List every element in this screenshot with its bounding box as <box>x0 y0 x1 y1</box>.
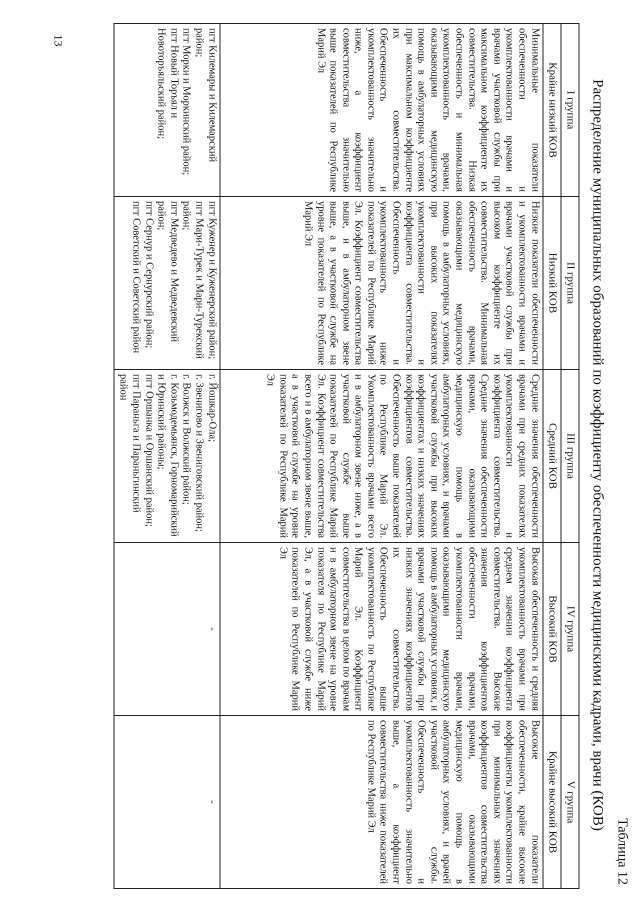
municipality-item: г. Волжск и Волжский район; <box>180 374 192 505</box>
municipality-item: пгт Новый Торъял и Новоторъяльский район; <box>155 28 180 140</box>
municipality-item: г. Козьмодемьянск, Горномарийский и Юринский районы; <box>155 374 180 537</box>
municipality-item: пгт Медведево и Медведевский район; <box>155 201 180 343</box>
col-header-group-5: V группа <box>561 716 579 889</box>
municipality-item: пгт Параньга и Параньгинский район <box>117 374 142 513</box>
col-header-group-4: IV группа <box>561 543 579 716</box>
municipalities-cell-5 <box>114 716 220 889</box>
col-header-level-3: Средний КОВ <box>543 370 561 543</box>
col-header-level-1: Крайне низкий КОВ <box>543 24 561 197</box>
kov-distribution-table <box>113 23 579 889</box>
col-header-group-1: I группа <box>561 24 579 197</box>
description-row <box>220 24 543 889</box>
municipalities-row <box>114 24 220 889</box>
header-row-levels <box>543 24 561 889</box>
description-cell: Средние значения обеспеченности врачами при средних показателях укомплектованности и коэффициента совместительства. Средние значения обеспеченности врачами, оказывающими медицинскую помощь в амбулаторных условиях, и врачами участковой службы при высоких коэффициентах и низких значениях коэффициентов совместительства. Обеспеченность выше показателей по Республике Марий Эл. Укомплектованность врачами всего и в амбулаторном звене ниже, а в участковой службе выше показателей по Республике Марий Эл. Коэффициент совместительства всего и в амбулаторном звене выше, а в участковой службе на уровне показателей по Республике Марий Эл <box>220 370 543 543</box>
description-cell: Минимальные показатели обеспеченности и укомплектованности врачами и врачами участковой службы при максимальном коэффициенте их совместительства. Низкая обеспеченность и минимальная укомплектованность врачами, оказывающими медицинскую помощь в амбулаторных условиях при максимальном коэффициенте их совместительства. Обеспеченность и укомплектованность значительно ниже, а коэффициент совместительства значительно выше показателей по Республике Марий Эл <box>220 24 543 197</box>
page-number: 13 <box>51 34 66 47</box>
table-title: Распределение муниципальных образований по коэффициенту обеспеченности медицинскими кадрами, врачи (КОВ) <box>589 79 606 831</box>
header-row-groups <box>561 24 579 889</box>
municipalities-cell-3 <box>114 370 220 543</box>
municipality-item: пгт Сернур и Сернурский район; <box>143 201 155 349</box>
municipalities-cell-2 <box>114 197 220 370</box>
description-cell: Высокая обеспеченность и средняя укомплектованность врачами при среднем значении коэффициента совместительства. Высокие значения коэффициентов обеспеченности врачами, укомплектованности врачами, оказывающими медицинскую помощь в амбулаторных условиях, и врачами участковой службы при низких значениях коэффициентов их совместительства. Обеспеченность выше укомплектованность по Республике Марий Эл. Коэффициент совместительства в целом по врачам и в амбулаторном звене на уровне показателя по Республике Марий Эл, а в участковой службе ниже показателей по Республике Марий Эл <box>220 543 543 716</box>
municipalities-cell-1 <box>114 24 220 197</box>
municipality-item: пгт Оршанка и Оршанский район; <box>143 374 155 527</box>
col-header-level-5: Крайне высокий КОВ <box>543 716 561 889</box>
municipality-item: г. Йошкар-Ола; <box>206 374 218 443</box>
municipality-item: пгт Килемары и Килемарский район; <box>193 28 218 163</box>
municipalities-cell-4 <box>114 543 220 716</box>
municipality-item: пгт Куженер и Куженерский район; пгт Мари-Турек и Мари-Турекский район; <box>180 201 218 360</box>
col-header-level-2: Низкий КОВ <box>543 197 561 370</box>
municipality-item: - <box>206 800 218 804</box>
municipality-item: пгт Советский и Советский район <box>130 201 142 354</box>
description-cell: Высокие показатели обеспеченности, крайне высокие коэффициенты укомплектованности при минимальных значениях коэффициентов совместительства врачами, оказывающими медицинскую помощь в амбулаторных условиях, и врачей участковой службы. Обеспеченность и укомплектованность значительно выше, а коэффициент совместительства ниже показателей по Республике Марий Эл <box>220 716 543 889</box>
col-header-group-3: III группа <box>561 370 579 543</box>
col-header-level-4: Высокий КОВ <box>543 543 561 716</box>
col-header-group-2: II группа <box>561 197 579 370</box>
municipality-item: пгт Морки и Моркинский район; <box>180 28 192 176</box>
table-label: Таблица 12 <box>614 818 630 885</box>
rotated-content <box>117 15 630 895</box>
municipality-item: г. Звенигово и Звениговский район; <box>193 374 205 532</box>
municipality-item: - <box>206 627 218 631</box>
description-cell: Низкие показатели обеспеченности и укомплектованности врачами и врачами участковой службы при высоком коэффициенте их совместительства. Минимальная обеспеченность врачами, оказывающими медицинскую помощь в амбулаторных условиях, при высоких показателях укомплектованности и коэффициента совместительства. Обеспеченность и укомплектованность ниже показателей по Республике Марий Эл. Коэффициент совместительства выше, и в амбулаторном звене выше, а в участковой службе на уровне показателей по Республике Марий Эл <box>220 197 543 370</box>
